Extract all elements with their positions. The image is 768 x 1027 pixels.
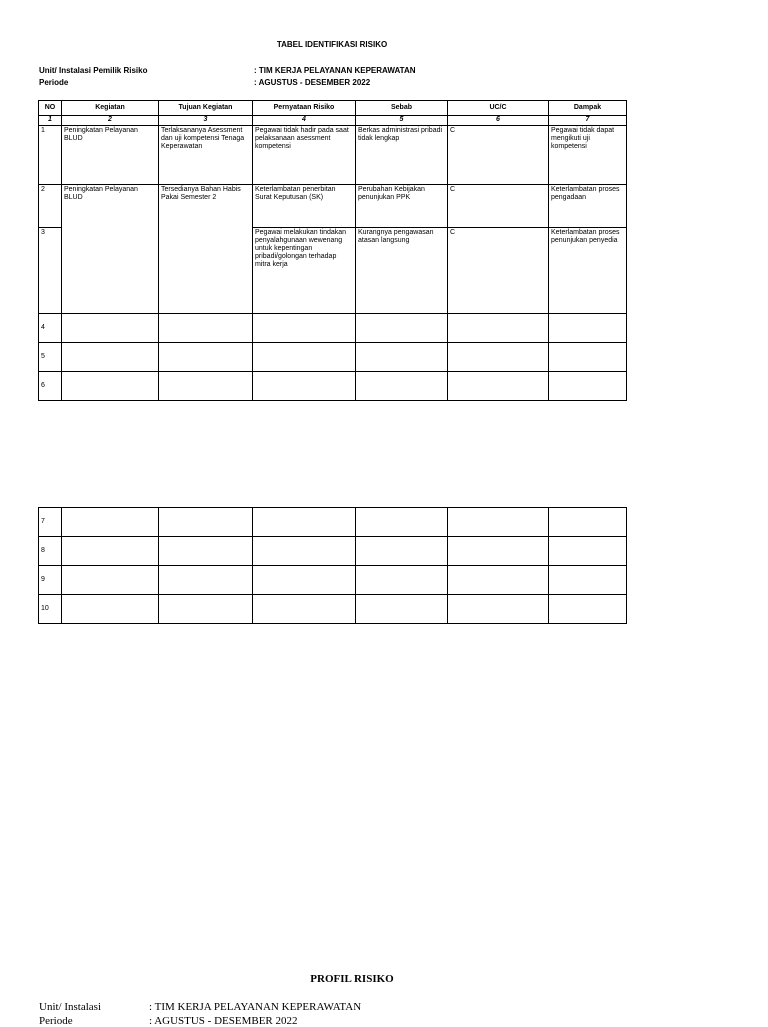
- table-row: [39, 126, 627, 185]
- unit-value: : TIM KERJA PELAYANAN KEPERAWATAN: [254, 66, 416, 75]
- column-number: 3: [159, 116, 253, 126]
- column-number: 4: [253, 116, 356, 126]
- row-kegiatan: Peningkatan Pelayanan BLUD: [62, 126, 159, 185]
- row-no: 10: [39, 595, 62, 624]
- profil-title: PROFIL RISIKO: [310, 973, 394, 985]
- row-dampak: Pegawai tidak dapat mengikuti uji kompetensi: [549, 126, 627, 185]
- row-pernyataan: Pegawai tidak hadir pada saat pelaksanaan asessment kompetensi: [253, 126, 356, 185]
- row-no: 4: [39, 314, 62, 343]
- row-sebab: Kurangnya pengawasan atasan langsung: [356, 228, 448, 314]
- column-number: 2: [62, 116, 159, 126]
- row-dampak: Keterlambatan proses penunjukan penyedia: [549, 228, 627, 314]
- row-kegiatan: Peningkatan Pelayanan BLUD: [62, 185, 159, 314]
- row-no: 5: [39, 343, 62, 372]
- column-number: 7: [549, 116, 627, 126]
- header-no: NO: [39, 101, 62, 116]
- profil-unit-label: Unit/ Instalasi: [39, 1001, 102, 1013]
- risk-table-continued: [38, 507, 627, 624]
- header-ucc: UC/C: [448, 101, 549, 116]
- table-row: [39, 185, 627, 228]
- risk-table: [38, 100, 627, 401]
- column-number-row: [39, 116, 627, 126]
- unit-label: Unit/ Instalasi Pemilik Risiko: [39, 66, 148, 75]
- row-dampak: Keterlambatan proses pengadaan: [549, 185, 627, 228]
- column-number: 5: [356, 116, 448, 126]
- row-ucc: C: [448, 185, 549, 228]
- header-pernyataan: Pernyataan Risiko: [253, 101, 356, 116]
- table-row: [39, 566, 627, 595]
- page-title: TABEL IDENTIFIKASI RISIKO: [276, 40, 388, 49]
- header-tujuan: Tujuan Kegiatan: [159, 101, 253, 116]
- table-row: [39, 537, 627, 566]
- row-pernyataan: Pegawai melakukan tindakan penyalahgunaan wewenang untuk kepentingan pribadi/golongan terhadap mitra kerja: [253, 228, 356, 314]
- column-number: 6: [448, 116, 549, 126]
- row-no: 9: [39, 566, 62, 595]
- periode-label: Periode: [39, 78, 69, 87]
- row-no: 2: [39, 185, 62, 228]
- header-sebab: Sebab: [356, 101, 448, 116]
- row-ucc: C: [448, 228, 549, 314]
- table-row: [39, 508, 627, 537]
- profil-unit-value: : TIM KERJA PELAYANAN KEPERAWATAN: [149, 1001, 362, 1013]
- row-pernyataan: Keterlambatan penerbitan Surat Keputusan (SK): [253, 185, 356, 228]
- row-no: 7: [39, 508, 62, 537]
- table-row: [39, 595, 627, 624]
- row-tujuan: Tersedianya Bahan Habis Pakai Semester 2: [159, 185, 253, 314]
- row-no: 3: [39, 228, 62, 314]
- row-tujuan: Terlaksananya Asessment dan uji kompetensi Tenaga Keperawatan: [159, 126, 253, 185]
- row-ucc: C: [448, 126, 549, 185]
- row-no: 8: [39, 537, 62, 566]
- table-row: [39, 314, 627, 343]
- row-no: 1: [39, 126, 62, 185]
- column-number: 1: [39, 116, 62, 126]
- table-row: [39, 372, 627, 401]
- profil-periode-label: Periode: [39, 1015, 73, 1027]
- table-header-row: [39, 101, 627, 116]
- periode-value: : AGUSTUS - DESEMBER 2022: [254, 78, 371, 87]
- header-kegiatan: Kegiatan: [62, 101, 159, 116]
- row-sebab: Perubahan Kebijakan penunjukan PPK: [356, 185, 448, 228]
- header-dampak: Dampak: [549, 101, 627, 116]
- row-sebab: Berkas administrasi pribadi tidak lengkap: [356, 126, 448, 185]
- row-no: 6: [39, 372, 62, 401]
- profil-periode-value: : AGUSTUS - DESEMBER 2022: [149, 1015, 298, 1027]
- table-row: [39, 343, 627, 372]
